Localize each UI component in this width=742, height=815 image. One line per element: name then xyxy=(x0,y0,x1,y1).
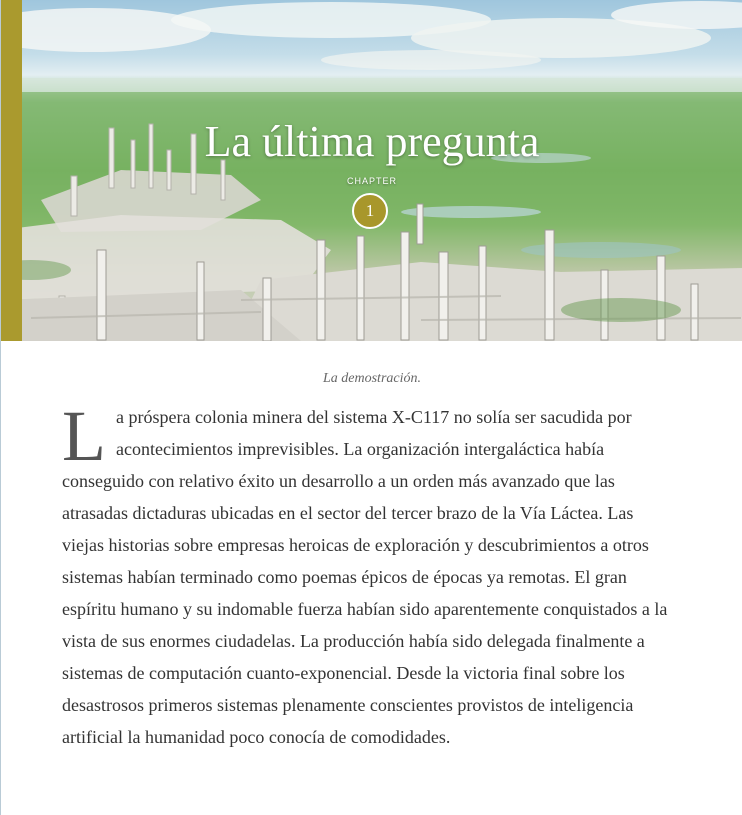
chapter-header-image xyxy=(1,0,742,341)
drop-cap: L xyxy=(62,396,106,476)
accent-bar xyxy=(1,0,22,341)
chapter-label: CHAPTER xyxy=(346,176,397,186)
chapter-subtitle: La demostración. xyxy=(323,371,421,386)
chapter-title: La última pregunta xyxy=(204,117,540,166)
city-landscape-illustration xyxy=(1,0,742,341)
chapter-paragraph xyxy=(62,396,672,753)
paragraph-text: a próspera colonia minera del sistema X-C117 no solía ser sacudida por acontecimientos imprevisibles. La organización intergaláctica había conseguido con relativo éxito un desarrollo a un orden más avanzado que las atrasadas dictaduras ubicadas en el sector del tercer brazo de la Vía Láctea. Las viejas historias sobre empresas heroicas de exploración y descubrimientos a otros sistemas habían terminado como poemas épicos de épocas ya remotas. El gran espíritu humano y su indomable fuerza habían sido aparentemente conquistados a la vista de sus enormes ciudadelas. La producción había sido delegada finalmente a sistemas de computación cuanto-exponencial. Desde la victoria final sobre los desastrosos primeros sistemas plenamente conscientes provistos de inteligencia artificial la humanidad poco conocía de comodidades. xyxy=(62,407,668,747)
chapter-number-badge: 1 xyxy=(352,193,388,229)
